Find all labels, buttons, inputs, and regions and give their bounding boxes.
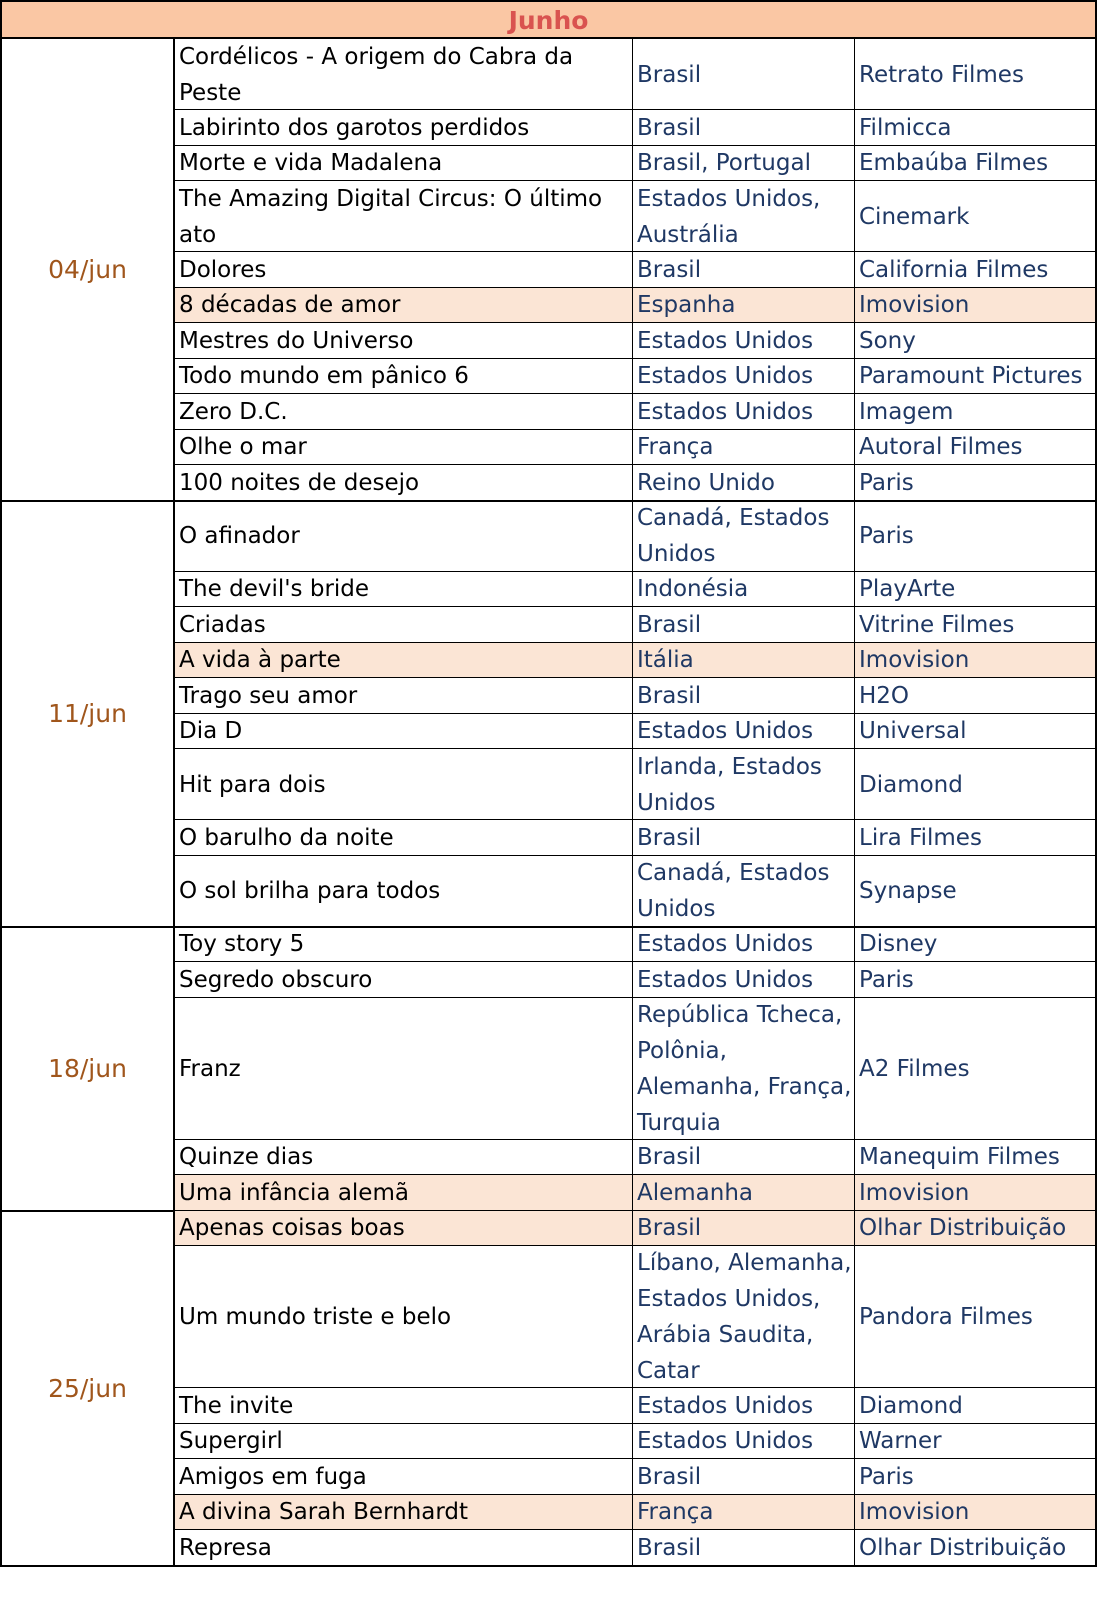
movie-country-text: Estados Unidos (637, 966, 814, 993)
movie-title (175, 430, 632, 466)
movie-distributor-text: Paris (859, 523, 914, 549)
movie-distributor (854, 501, 1097, 572)
movie-country (632, 1495, 854, 1531)
movie-country (632, 962, 854, 998)
movie-country (632, 927, 854, 963)
table-row (175, 501, 1097, 572)
movie-distributor-text: Embaúba Filmes (859, 150, 1049, 177)
movie-title (175, 927, 632, 963)
movie-distributor-text: PlayArte (859, 576, 956, 603)
movie-distributor (854, 465, 1097, 501)
movie-title-text: Toy story 5 (179, 931, 305, 958)
movie-title-text: Cordélicos - A origem do Cabra da Peste (179, 43, 574, 106)
table-row (175, 1246, 1097, 1388)
release-date-label: 04/jun (48, 255, 127, 285)
movie-country-text: Estados Unidos (637, 931, 814, 958)
movie-title (175, 359, 632, 395)
movie-country (632, 430, 854, 466)
movie-distributor (854, 1211, 1097, 1247)
movie-title (175, 1388, 632, 1424)
movie-title-text: Amigos em fuga (179, 1463, 367, 1490)
release-date-label: 18/jun (48, 1054, 127, 1083)
movie-distributor (854, 643, 1097, 679)
movie-distributor (854, 359, 1097, 395)
movie-distributor-text: Synapse (859, 878, 957, 904)
movie-country-text: Alemanha (637, 1179, 754, 1206)
movie-title-text: Represa (179, 1534, 272, 1561)
table-row (175, 252, 1097, 288)
movie-title-text: Morte e vida Madalena (179, 150, 443, 177)
movie-distributor (854, 714, 1097, 750)
table-row (175, 820, 1097, 856)
table-row (175, 749, 1097, 820)
movie-title (175, 607, 632, 643)
movie-title (175, 962, 632, 998)
table-row (175, 39, 1097, 110)
movie-distributor (854, 1175, 1097, 1211)
movie-title (175, 1495, 632, 1531)
movie-country (632, 856, 854, 927)
movie-title (175, 856, 632, 927)
movie-country-text: Brasil, Portugal (637, 150, 811, 177)
movie-title-text: The devil's bride (179, 576, 370, 603)
movie-title-text: Zero D.C. (179, 398, 288, 425)
movie-title (175, 323, 632, 359)
movie-title (175, 501, 632, 572)
movie-country (632, 501, 854, 572)
movie-distributor-text: Paramount Pictures (859, 363, 1083, 390)
table-row (175, 1388, 1097, 1424)
movie-country-text: Líbano, Alemanha, Estados Unidos, Arábia Saudita, Catar (637, 1250, 852, 1384)
movie-distributor-text: Diamond (859, 1392, 963, 1419)
movie-distributor-text: Imovision (859, 1499, 970, 1526)
movie-title-text: Franz (179, 1055, 241, 1082)
release-date-cell (0, 1211, 175, 1566)
movie-distributor-text: Lira Filmes (859, 824, 982, 851)
table-row (175, 1140, 1097, 1176)
movie-distributor (854, 856, 1097, 927)
movie-country (632, 1388, 854, 1424)
movie-distributor (854, 110, 1097, 146)
movie-distributor (854, 1246, 1097, 1388)
table-row (175, 678, 1097, 714)
movie-title (175, 643, 632, 679)
movie-country-text: Indonésia (637, 576, 749, 603)
release-date-label: 25/jun (48, 1373, 127, 1403)
movie-distributor (854, 607, 1097, 643)
movie-distributor-text: Retrato Filmes (859, 61, 1024, 88)
movie-country (632, 1459, 854, 1495)
movie-distributor (854, 1530, 1097, 1566)
table-row (175, 288, 1097, 324)
movie-country (632, 1140, 854, 1176)
movie-distributor-text: California Filmes (859, 256, 1049, 283)
table-row (175, 1459, 1097, 1495)
movie-title-text: Hit para dois (179, 771, 326, 798)
movie-distributor (854, 998, 1097, 1140)
movie-title-text: 100 noites de desejo (179, 469, 420, 496)
movie-country-text: Estados Unidos (637, 363, 814, 390)
movie-title-text: Segredo obscuro (179, 966, 373, 993)
movie-title-text: O barulho da noite (179, 824, 394, 851)
movie-distributor-text: Imovision (859, 647, 970, 674)
movie-distributor-text: Cinemark (859, 203, 970, 230)
release-date-cell (0, 927, 175, 1211)
movie-distributor (854, 252, 1097, 288)
movie-title (175, 1246, 632, 1388)
movie-title (175, 39, 632, 110)
movie-title-text: O sol brilha para todos (179, 878, 441, 904)
release-date-cell (0, 39, 175, 501)
movie-title (175, 465, 632, 501)
movie-distributor-text: Imovision (859, 292, 970, 319)
movie-country-text: Estados Unidos (637, 1392, 814, 1419)
movie-title-text: Supergirl (179, 1428, 283, 1455)
movie-title-text: The Amazing Digital Circus: O último ato (179, 185, 603, 248)
movie-title (175, 146, 632, 182)
movie-country (632, 323, 854, 359)
movie-title (175, 820, 632, 856)
movie-title-text: Apenas coisas boas (179, 1215, 405, 1242)
table-row (175, 110, 1097, 146)
movie-distributor-text: Sony (859, 327, 916, 354)
movie-title (175, 252, 632, 288)
table-row (175, 394, 1097, 430)
movie-title (175, 1211, 632, 1247)
movie-title-text: Todo mundo em pânico 6 (179, 363, 469, 390)
movie-distributor-text: Disney (859, 931, 938, 958)
movie-distributor (854, 394, 1097, 430)
movie-country (632, 820, 854, 856)
movie-country-text: Brasil (637, 256, 702, 283)
movie-title-text: Labirinto dos garotos perdidos (179, 114, 530, 141)
movie-title (175, 1140, 632, 1176)
table-row (175, 998, 1097, 1140)
movie-distributor-text: Imovision (859, 1179, 970, 1206)
movie-country-text: Espanha (637, 292, 736, 319)
table-row (175, 1530, 1097, 1566)
table-row (175, 359, 1097, 395)
movie-title-text: Dolores (179, 256, 267, 283)
movie-distributor (854, 1459, 1097, 1495)
movie-title-text: A divina Sarah Bernhardt (179, 1499, 469, 1526)
movie-country-text: Estados Unidos (637, 398, 814, 425)
movie-distributor (854, 39, 1097, 110)
movie-distributor-text: Pandora Filmes (859, 1304, 1033, 1330)
movie-country (632, 465, 854, 501)
movie-distributor-text: Filmicca (859, 114, 952, 141)
movie-country (632, 181, 854, 252)
movie-country-text: Brasil (637, 114, 702, 141)
movie-country-text: Brasil (637, 1144, 702, 1171)
movie-country (632, 359, 854, 395)
movie-country (632, 1530, 854, 1566)
movie-title-text: Quinze dias (179, 1144, 314, 1171)
movie-title (175, 394, 632, 430)
movie-distributor (854, 1388, 1097, 1424)
table-row (175, 1495, 1097, 1531)
movie-country-text: Brasil (637, 1215, 702, 1242)
movie-country (632, 643, 854, 679)
movie-title-text: The invite (179, 1392, 294, 1419)
movie-distributor (854, 430, 1097, 466)
movie-title-text: Olhe o mar (179, 434, 307, 461)
movie-country-text: Estados Unidos (637, 327, 814, 354)
table-row (175, 1175, 1097, 1211)
movie-distributor-text: Paris (859, 469, 914, 496)
movie-distributor (854, 181, 1097, 252)
movie-country-text: Reino Unido (637, 469, 775, 496)
movie-title-text: O afinador (179, 523, 300, 549)
movie-distributor (854, 749, 1097, 820)
movie-country-text: Brasil (637, 1463, 702, 1490)
movie-distributor (854, 1140, 1097, 1176)
movie-distributor-text: Vitrine Filmes (859, 611, 1015, 638)
movie-title-text: 8 décadas de amor (179, 292, 401, 319)
movie-country (632, 1211, 854, 1247)
table-row (175, 607, 1097, 643)
table-row (175, 1424, 1097, 1460)
movie-title (175, 110, 632, 146)
movie-title (175, 1175, 632, 1211)
movie-country-text: França (637, 1499, 714, 1526)
movie-distributor (854, 820, 1097, 856)
movie-country (632, 607, 854, 643)
month-header (0, 0, 1097, 39)
movie-country-text: Brasil (637, 611, 702, 638)
movie-country (632, 1246, 854, 1388)
movie-country-text: França (637, 434, 714, 461)
table-row (175, 430, 1097, 466)
movie-distributor-text: H2O (859, 682, 910, 709)
movie-country (632, 288, 854, 324)
movie-title-text: Trago seu amor (179, 682, 358, 709)
table-row (175, 465, 1097, 501)
movie-country-text: Brasil (637, 682, 702, 709)
movie-country-text: Estados Unidos (637, 1428, 814, 1455)
movie-distributor-text: Imagem (859, 398, 954, 425)
movie-distributor (854, 288, 1097, 324)
movie-title (175, 998, 632, 1140)
movie-distributor (854, 323, 1097, 359)
movie-distributor-text: Autoral Filmes (859, 434, 1023, 461)
movie-country-text: Canadá, Estados Unidos (637, 860, 830, 922)
group-divider (0, 1565, 1097, 1567)
movie-distributor (854, 572, 1097, 608)
movie-title-text: Um mundo triste e belo (179, 1304, 452, 1330)
movie-title (175, 181, 632, 252)
table-row (175, 572, 1097, 608)
month-title: Junho (508, 6, 589, 35)
table-row (175, 856, 1097, 927)
movie-country (632, 998, 854, 1140)
movie-distributor-text: A2 Filmes (859, 1055, 970, 1082)
movie-country (632, 394, 854, 430)
table-row (175, 643, 1097, 679)
movie-country (632, 110, 854, 146)
movie-country-text: Brasil (637, 61, 702, 88)
movie-distributor-text: Olhar Distribuição (859, 1215, 1067, 1242)
movie-distributor-text: Manequim Filmes (859, 1144, 1060, 1171)
movie-country-text: Estados Unidos (637, 718, 814, 745)
table-row (175, 181, 1097, 252)
release-date-cell (0, 501, 175, 927)
movie-distributor (854, 1495, 1097, 1531)
movie-country (632, 714, 854, 750)
movie-distributor (854, 678, 1097, 714)
table-row (175, 323, 1097, 359)
movie-title-text: Mestres do Universo (179, 327, 414, 354)
table-row (175, 927, 1097, 963)
movie-title (175, 1530, 632, 1566)
movie-country-text: República Tcheca, Polônia, Alemanha, França, Turquia (637, 1001, 852, 1136)
movie-title (175, 678, 632, 714)
movie-title (175, 1424, 632, 1460)
movie-title (175, 1459, 632, 1495)
movie-title-text: A vida à parte (179, 647, 341, 674)
movie-country (632, 1175, 854, 1211)
movie-title (175, 288, 632, 324)
movie-country (632, 749, 854, 820)
movie-title-text: Criadas (179, 611, 266, 638)
movie-title (175, 749, 632, 820)
movie-distributor-text: Diamond (859, 771, 963, 798)
movie-country-text: Canadá, Estados Unidos (637, 505, 830, 567)
movie-title (175, 714, 632, 750)
movie-distributor-text: Olhar Distribuição (859, 1534, 1067, 1561)
movie-distributor-text: Warner (859, 1428, 942, 1455)
movie-distributor (854, 146, 1097, 182)
movie-distributor-text: Paris (859, 1463, 914, 1490)
movie-title (175, 572, 632, 608)
movie-distributor (854, 927, 1097, 963)
movie-country-text: Irlanda, Estados Unidos (637, 753, 822, 816)
movie-country (632, 678, 854, 714)
movie-distributor (854, 962, 1097, 998)
movie-country (632, 1424, 854, 1460)
movie-country-text: Brasil (637, 824, 702, 851)
table-row (175, 146, 1097, 182)
movie-distributor (854, 1424, 1097, 1460)
movie-country (632, 146, 854, 182)
movie-country-text: Itália (637, 647, 694, 674)
release-date-label: 11/jun (48, 699, 127, 728)
movie-country (632, 572, 854, 608)
movie-title-text: Uma infância alemã (179, 1179, 409, 1206)
movie-country-text: Brasil (637, 1534, 702, 1561)
movie-country (632, 39, 854, 110)
table-row (175, 1211, 1097, 1247)
movie-country-text: Estados Unidos, Austrália (637, 185, 821, 248)
movie-distributor-text: Universal (859, 718, 967, 745)
table-row (175, 962, 1097, 998)
movie-distributor-text: Paris (859, 966, 914, 993)
movie-country (632, 252, 854, 288)
movie-title-text: Dia D (179, 718, 243, 745)
table-row (175, 714, 1097, 750)
